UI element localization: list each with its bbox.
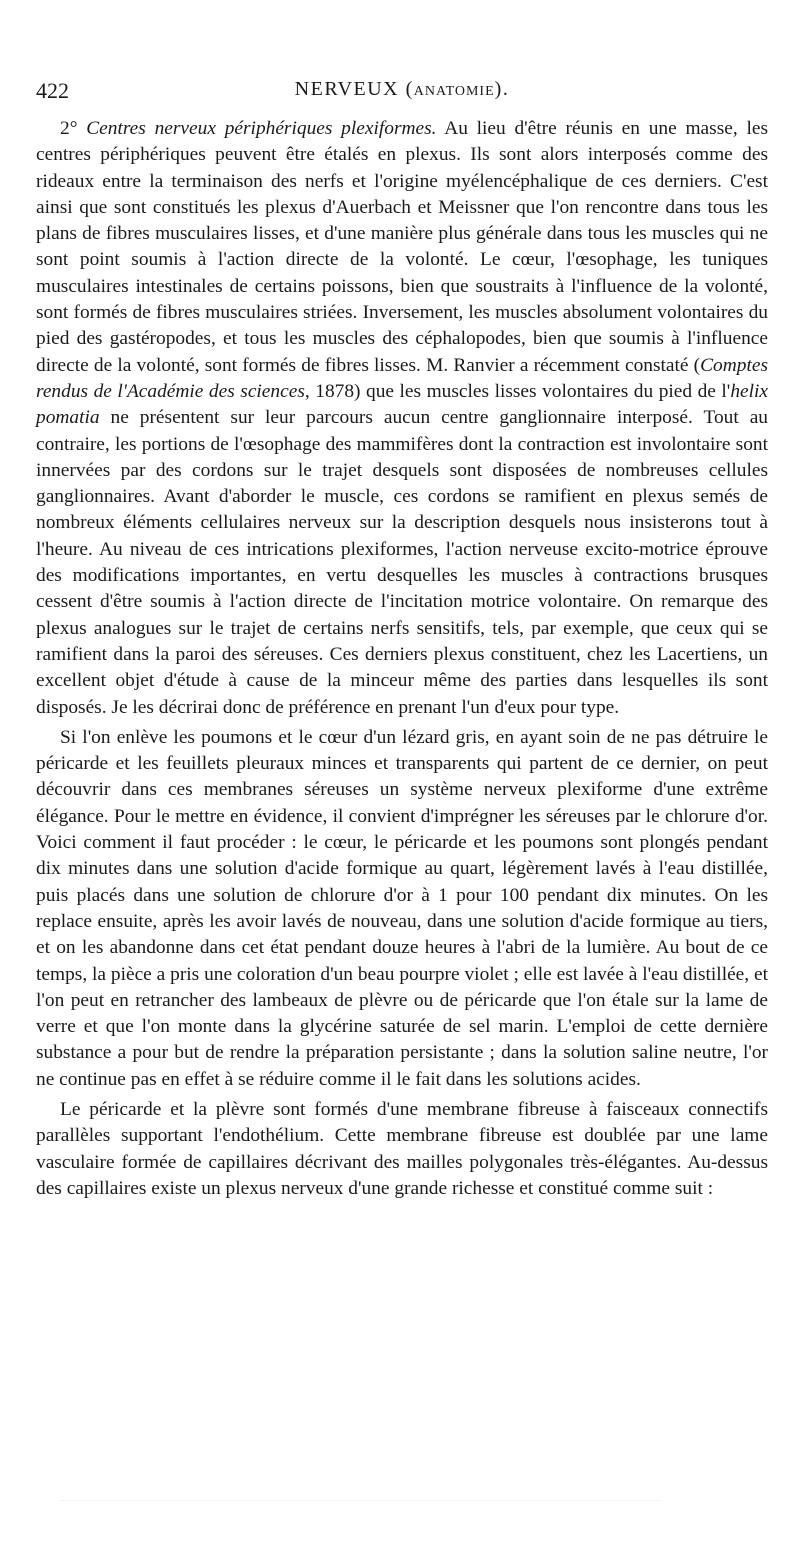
paragraph-1 — [36, 116, 768, 721]
section-number: 2° — [60, 118, 78, 139]
section-heading: Centres nerveux périphériques plexiformes. — [86, 118, 437, 139]
running-title-main: NERVEUX — [294, 78, 400, 100]
running-title: NERVEUX (ANATOMIE). — [294, 78, 510, 100]
running-title-sub: ANATOMIE — [413, 84, 495, 99]
page-number: 422 — [36, 78, 69, 103]
species-name: helix pomatia — [36, 380, 768, 429]
citation-title: Comptes rendus de l'Académie des sciences — [36, 354, 768, 402]
book-page — [36, 72, 768, 1202]
running-head — [36, 72, 768, 108]
page-footer-rule — [60, 1500, 660, 1503]
paragraph-3: Le péricarde et la plèvre sont formés d'une membrane fibreuse à faisceaux connectifs parallèles supportant l'endothélium. Cette membrane fibreuse est doublée par une lame vasculaire formée de capillaires décrivant des mailles polygonales très-élégantes. Au-dessus des capillaires existe un plexus nerveux d'une grande richesse et constitué comme suit : — [36, 1098, 768, 1199]
paragraph-1-text-c: ne présentent sur leur parcours aucun centre ganglionnaire interposé. Tout au contraire, les portions de l'œsophage des mammifères dont la contraction est involontaire sont innervées par des cordons sur le trajet desquels sont disposées de nombreuses cellules ganglionnaires. Avant d'aborder le muscle, ces cordons se ramifient en plexus semés de nombreux éléments cellulaires nerveux sur la description desquels nous insisterons tout à l'heure. Au niveau de ces intrications plexiformes, l'action nerveuse excito-motrice éprouve des modifications importantes, en vertu desquelles les muscles à contractions brusques cessent d'être soumis à l'action directe de l'incitation motrice volontaire. On remarque des plexus analogues sur le trajet de certains nerfs sensitifs, tels, par exemple, que ceux qui se ramifient dans la paroi des séreuses. Ces derniers plexus constituent, chez les Lacertiens, un excellent objet d'étude à cause de la minceur même des parties dans lesquelles ils sont disposés. Je les décrirai donc de préférence en prenant l'un d'eux pour type. — [36, 407, 768, 718]
paragraph-1-text-a: Au lieu d'être réunis en une masse, les centres périphériques peuvent être étalés en plexus. Ils sont alors interposés comme des rideaux entre la terminaison des nerfs et l'origine myélencéphalique de ces derniers. C'est ainsi que sont constitués les plexus d'Auerbach et Meissner que l'on rencontre dans tous les plans de fibres musculaires lisses, et d'une manière plus générale dans tous les muscles qui ne sont point soumis à l'action directe de la volonté. Le cœur, l'œsophage, les tuniques musculaires intestinales de certains poissons, bien que soustraits à l'influence de la volonté, sont formés de fibres musculaires striées. Inversement, les muscles absolument volontaires du pied des gastéropodes, et tous les muscles des céphalopodes, bien que soumis à l'influence directe de la volonté, sont formés de fibres lisses. M. Ranvier a récemment constaté ( — [36, 118, 768, 376]
paragraph-2: Si l'on enlève les poumons et le cœur d'un lézard gris, en ayant soin de ne pas détruire le péricarde et les feuillets pleuraux minces et transparents qui partent de ce dernier, on peut découvrir dans ces membranes séreuses un système nerveux plexiforme d'une extrême élégance. Pour le mettre en évidence, il convient d'imprégner les séreuses par le chlorure d'or. Voici comment il faut procéder : le cœur, le péricarde et les poumons sont plongés pendant dix minutes dans une solution d'acide formique au quart, légèrement lavés à l'eau distillée, puis placés dans une solution de chlorure d'or à 1 pour 100 pendant dix minutes. On les replace ensuite, après les avoir lavés de nouveau, dans une solution d'acide formique au tiers, et on les abandonne dans cet état pendant douze heures à l'abri de la lumière. Au bout de ce temps, la pièce a pris une coloration d'un beau pourpre violet ; elle est lavée à l'eau distillée, et l'on peut en retrancher des lambeaux de plèvre ou de péricarde que l'on étale sur la lame de verre et que l'on monte dans la glycérine saturée de sel marin. L'emploi de cette dernière substance a pour but de rendre la préparation persistante ; dans la solution saline neutre, l'or ne continue pas en effet à se réduire comme il le fait dans les solutions acides. — [36, 726, 768, 1090]
paragraph-1-text-b: , 1878) que les muscles lisses volontaires du pied de l' — [304, 380, 731, 402]
body-text — [36, 116, 768, 1202]
